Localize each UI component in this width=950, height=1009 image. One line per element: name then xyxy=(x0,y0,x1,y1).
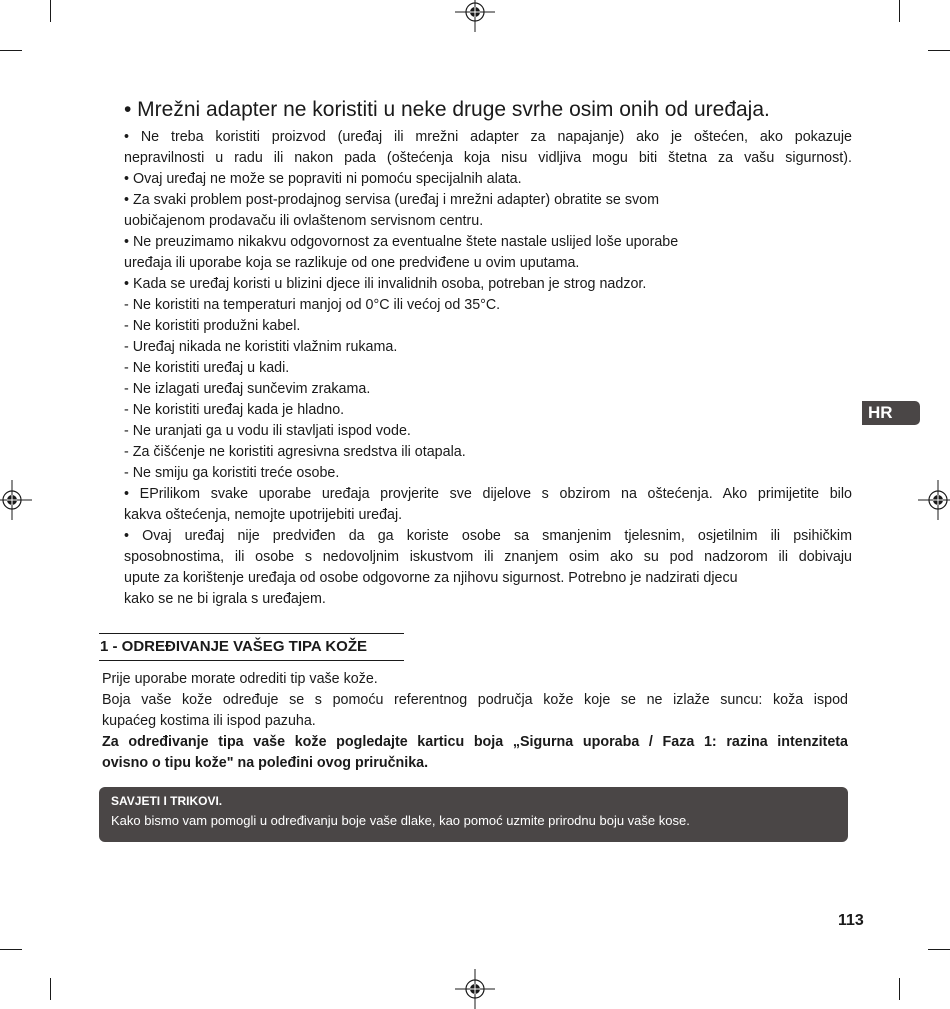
page-number: 113 xyxy=(838,912,864,929)
text-line: • Kada se uređaj koristi u blizini djece ili invalidnih osoba, potreban je strog nadzor. xyxy=(124,276,647,292)
bold-text-line: ovisno o tipu kože" na poleđini ovog priručnika. xyxy=(102,755,429,771)
bold-text-line: Za određivanje tipa vaše kože pogledajte karticu boja „Sigurna uporaba / Faza 1: razina intenziteta xyxy=(102,734,848,750)
text-line: • Za svaki problem post-prodajnog servisa (uređaj i mrežni adapter) obratite se svom xyxy=(124,192,660,208)
text-line: - Za čišćenje ne koristiti agresivna sredstva ili otapala. xyxy=(124,444,466,460)
text-line: • Ovaj uređaj ne može se popraviti ni pomoću specijalnih alata. xyxy=(124,171,522,187)
text-line: • Ovaj uređaj nije predviđen da ga koriste osobe sa smanjenim tjelesnim, osjetilnim ili psihičkim xyxy=(124,528,852,544)
crop-mark xyxy=(928,949,950,950)
text-line: uobičajenom prodavaču ili ovlaštenom servisnom centru. xyxy=(124,213,484,229)
text-line: • Ne preuzimamo nikakvu odgovornost za eventualne štete nastale uslijed loše uporabe xyxy=(124,234,679,250)
safety-instructions xyxy=(124,96,852,610)
registration-mark-icon xyxy=(455,0,495,32)
text-line: kupaćeg kostima ili ispod pazuha. xyxy=(102,713,316,729)
text-line: - Ne smiju ga koristiti treće osobe. xyxy=(124,465,340,481)
tips-box xyxy=(99,787,848,842)
text-line: sposobnostima, ili osobe s nedovoljnim iskustvom ili znanjem osim ako su pod nadzorom ili dobivaju xyxy=(124,549,852,565)
registration-mark-icon xyxy=(918,480,950,520)
crop-mark xyxy=(0,949,22,950)
safety-heading: • Mrežni adapter ne koristiti u neke druge svrhe osim onih od uređaja. xyxy=(124,98,770,121)
crop-mark xyxy=(50,978,51,1000)
text-line: nepravilnosti u radu ili nakon pada (oštećenja koja nisu vidljiva mogu biti štetna za vašu sigurnost). xyxy=(124,150,852,166)
crop-mark xyxy=(928,50,950,51)
section-title: 1 - ODREĐIVANJE VAŠEG TIPA KOŽE xyxy=(99,633,404,661)
text-line: Prije uporabe morate odrediti tip vaše kože. xyxy=(102,671,378,687)
text-line: - Ne izlagati uređaj sunčevim zrakama. xyxy=(124,381,371,397)
text-line: uređaja ili uporabe koja se razlikuje od one predviđene u ovim uputama. xyxy=(124,255,580,271)
text-line: • Ne treba koristiti proizvod (uređaj ili mrežni adapter za napajanje) ako je oštećen, ako pokazuje xyxy=(124,129,852,145)
language-tab: HR xyxy=(862,401,920,425)
text-line: - Ne uranjati ga u vodu ili stavljati ispod vode. xyxy=(124,423,411,439)
text-line: - Ne koristiti uređaj u kadi. xyxy=(124,360,290,376)
text-line: Boja vaše kože određuje se s pomoću referentnog područja kože koje se ne izlaže suncu: koža ispod xyxy=(102,692,848,708)
text-line: upute za korištenje uređaja od osobe odgovorne za njihovu sigurnost. Potrebno je nadzirati djecu xyxy=(124,570,738,586)
crop-mark xyxy=(0,50,22,51)
text-line: kako se ne bi igrala s uređajem. xyxy=(124,591,326,607)
text-line: - Ne koristiti na temperaturi manjoj od 0°C ili većoj od 35°C. xyxy=(124,297,501,313)
text-line: kakva oštećenja, nemojte upotrijebiti uređaj. xyxy=(124,507,403,523)
section-body xyxy=(102,669,848,774)
crop-mark xyxy=(899,978,900,1000)
text-line: - Ne koristiti uređaj kada je hladno. xyxy=(124,402,345,418)
text-line: • EPrilikom svake uporabe uređaja provjerite sve dijelove s obzirom na oštećenja. Ako primijetite bilo xyxy=(124,486,852,502)
tips-text: Kako bismo vam pomogli u određivanju boje vaše dlake, kao pomoć uzmite prirodnu boju vaše kose. xyxy=(111,813,690,828)
text-line: - Uređaj nikada ne koristiti vlažnim rukama. xyxy=(124,339,398,355)
tips-title: SAVJETI I TRIKOVI. xyxy=(111,794,223,808)
crop-mark xyxy=(50,0,51,22)
crop-mark xyxy=(899,0,900,22)
registration-mark-icon xyxy=(455,969,495,1009)
text-line: - Ne koristiti produžni kabel. xyxy=(124,318,301,334)
registration-mark-icon xyxy=(0,480,32,520)
